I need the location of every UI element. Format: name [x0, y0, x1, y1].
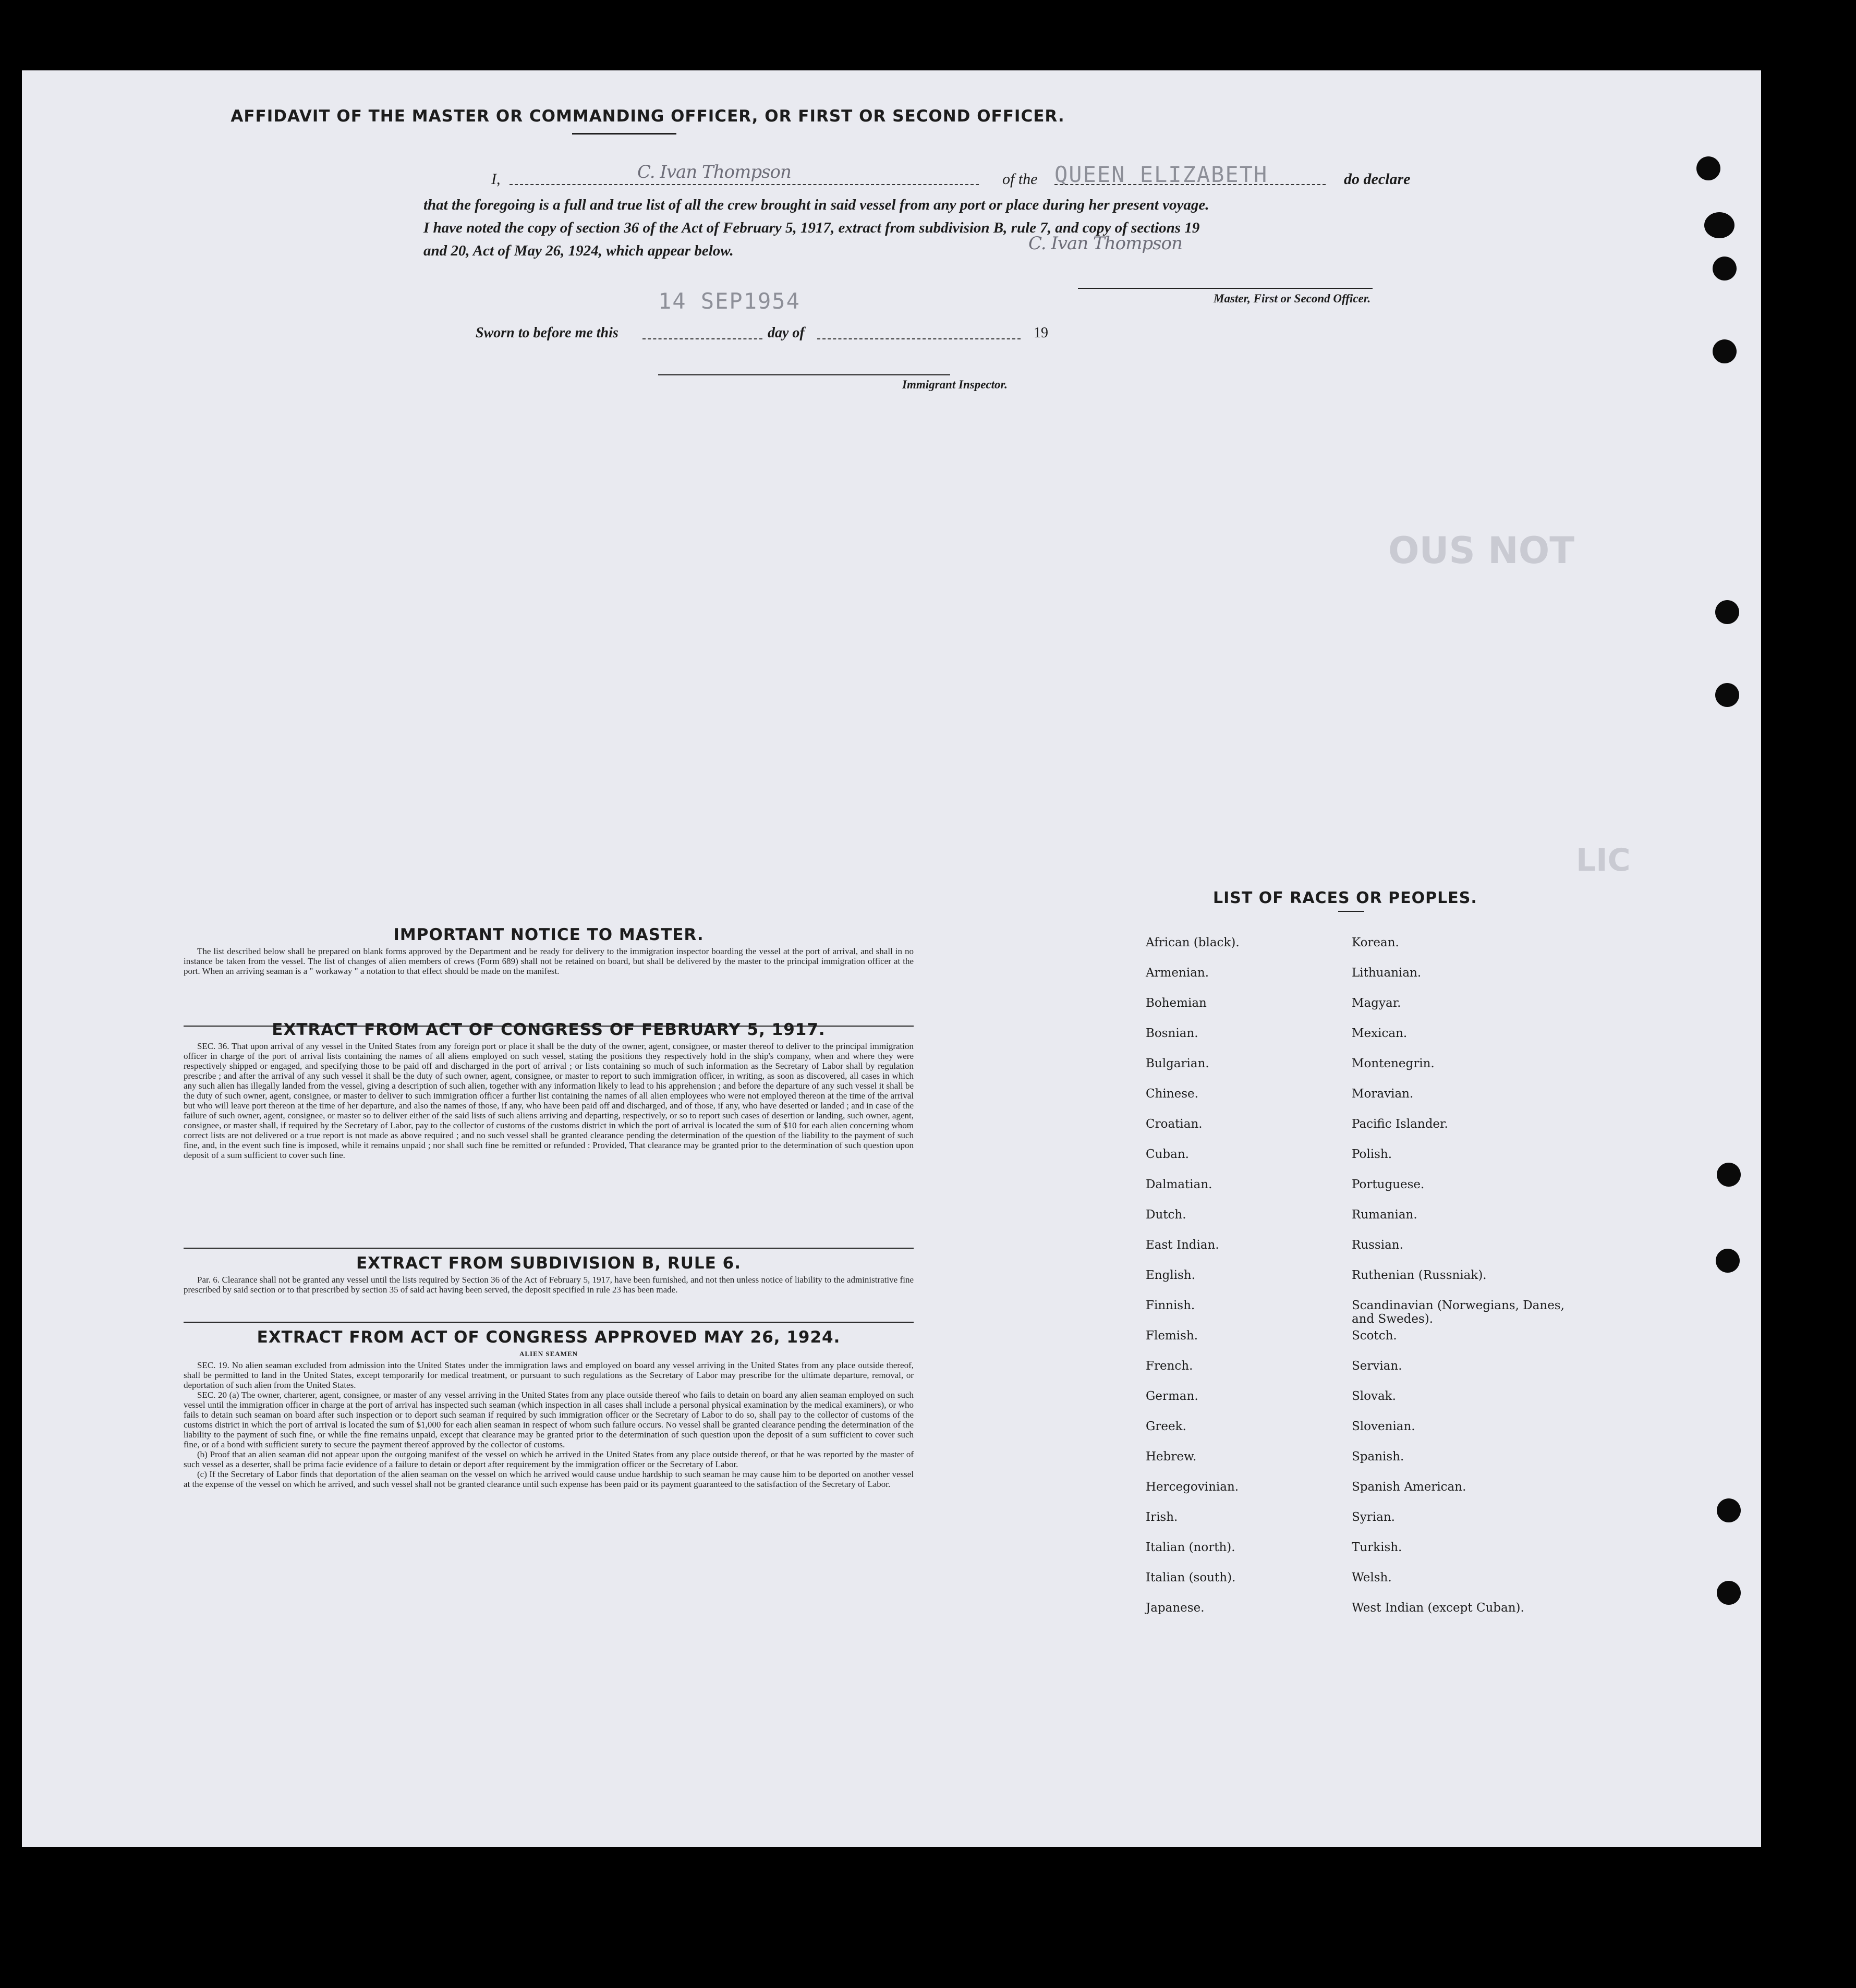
punch-hole — [1696, 156, 1720, 180]
subdivision-b-body — [184, 1275, 914, 1295]
do-declare-label: do declare — [1344, 170, 1411, 188]
punch-hole — [1713, 339, 1737, 363]
name-blank-line — [510, 184, 979, 185]
inspector-signature-line — [658, 374, 950, 375]
race-item: Pacific Islander. — [1352, 1117, 1448, 1131]
sec-20b-paragraph: (b) Proof that an alien seaman did not appear upon the outgoing manifest of the vessel on which he arrived in the United States from any place outside thereof, or that he was reported by the master of such vessel as a deserter, shall be prima facie evidence of a failure to detain or deport after requirement by the immigration officer or the Secretary of Labor. — [184, 1449, 914, 1469]
races-title-underline — [1338, 911, 1364, 912]
race-item: Scandinavian (Norwegians, Danes, and Swedes). — [1352, 1299, 1564, 1326]
race-item: Rumanian. — [1352, 1208, 1417, 1222]
race-item: German. — [1146, 1389, 1198, 1403]
punch-hole — [1717, 1581, 1741, 1605]
race-item: African (black). — [1146, 936, 1240, 949]
race-item: Hebrew. — [1146, 1450, 1197, 1463]
bleed-through-mark: LIC — [1576, 842, 1631, 879]
race-item: Scotch. — [1352, 1329, 1397, 1343]
race-item: Spanish. — [1352, 1450, 1404, 1463]
notice-paragraph: The list described below shall be prepared on blank forms approved by the Department and be ready for delivery to the immigration inspector boarding the vessel at the port of arrival, and shall in no instance be taken from the vessel. The list of changes of alien members of crews (Form 689) shall not be retained on board, but shall be delivered by the master to the principal immigration officer at the port. When an arriving seaman is a " workaway " a notation to that effect should be made on the manifest. — [184, 946, 914, 976]
title-underline — [572, 133, 676, 135]
sec-20a-paragraph: SEC. 20 (a) The owner, charterer, agent, consignee, or master of any vessel arriving in the United States from any place outside thereof who fails to detain on board any alien seaman employed on such vessel until the immigration officer in charge at the port of arrival has inspected such seaman (which inspection in all cases shall include a personal physical examination by the medical examiners), or who fails to detain such seaman on board after such inspection or to deport such seaman if required by such immigration officer or the Secretary of Labor to do so, shall pay to the collector of customs of the customs district in which the port of arrival is located the sum of $1,000 for each alien seaman in respect of whom such failure occurs. No vessel shall be granted clearance pending the determination of the liability to the payment of such fine, or while the fine remains unpaid, except that clearance may be granted prior to the determination of such question upon the deposit of a sum sufficient to cover such fine, or of a bond with sufficient surety to secure the payment thereof approved by the collector of customs. — [184, 1390, 914, 1449]
punch-hole — [1716, 1249, 1740, 1273]
race-item: Finnish. — [1146, 1299, 1195, 1312]
punch-hole — [1715, 683, 1739, 707]
race-item: Portuguese. — [1352, 1178, 1425, 1191]
race-item: Spanish American. — [1352, 1480, 1466, 1494]
race-item: Russian. — [1352, 1238, 1403, 1252]
inspector-label: Immigrant Inspector. — [902, 378, 1008, 391]
extract-1924-body — [184, 1360, 914, 1489]
race-item: Bohemian — [1146, 996, 1207, 1010]
race-item: Moravian. — [1352, 1087, 1414, 1101]
section-divider — [184, 1248, 914, 1249]
punch-hole — [1704, 212, 1734, 238]
race-item: Flemish. — [1146, 1329, 1198, 1343]
race-item: Slovenian. — [1352, 1420, 1415, 1433]
race-item: Irish. — [1146, 1510, 1178, 1524]
extract-1924-title: EXTRACT FROM ACT OF CONGRESS APPROVED MAY 26, 1924. — [257, 1328, 841, 1347]
race-item: English. — [1146, 1269, 1195, 1282]
race-item: Welsh. — [1352, 1571, 1392, 1584]
race-item: Syrian. — [1352, 1510, 1395, 1524]
race-item: Chinese. — [1146, 1087, 1198, 1101]
race-item: Turkish. — [1352, 1541, 1402, 1554]
extract-1917-title: EXTRACT FROM ACT OF CONGRESS OF FEBRUARY 5, 1917. — [272, 1020, 826, 1039]
race-item: Montenegrin. — [1352, 1057, 1435, 1070]
punch-hole — [1713, 257, 1737, 280]
affidavit-line-4: and 20, Act of May 26, 1924, which appear below. — [423, 242, 734, 259]
race-item: Servian. — [1352, 1359, 1402, 1373]
race-item: Greek. — [1146, 1420, 1186, 1433]
sec-36-paragraph: SEC. 36. That upon arrival of any vessel in the United States from any foreign port or place it shall be the duty of the owner, agent, consignee, or master thereof to deliver to the principal immigration officer in charge of the port of arrival lists containing the names of all aliens employed on such vessel, stating the positions they respectively hold in the ship's company, when and where they were respectively shipped or engaged, and specifying those to be paid off and discharged in the port of arrival ; or lists containing so much of such information as the Secretary of Labor shall by regulation prescribe ; and after the arrival of any such vessel it shall be the duty of such owner, agent, consignee, or master to report to such immigration officer, in writing, as soon as discovered, all cases in which any such alien has illegally landed from the vessel, giving a description of such alien, together with any information likely to lead to his apprehension ; and before the departure of any such vessel it shall be the duty of such owner, agent, consignee, or master to deliver to such immigration officer a further list containing the names of all alien employees who were not employed thereon at the time of the arrival but who will leave port thereon at the time of her departure, and also the names of those, if any, who have been paid off and discharged, and of those, if any, who have deserted or landed ; and in case of the failure of such owner, agent, consignee, or master so to deliver either of the said lists of such aliens arriving and departing, respectively, or so to report such cases of desertion or landing, such owner, agent, consignee, or master shall, if required by the Secretary of Labor, pay to the collector of customs of the customs district in which the port of arrival is located the sum of $10 for each alien concerning whom correct lists are not delivered or a true report is not made as above required ; and no such vessel shall be granted clearance pending the determination of the question of the liability to the payment of such fine, and, in the event such fine is imposed, while it remains unpaid ; nor shall such fine be remitted or refunded : Provided, That clearance may be granted prior to the determination of such question upon deposit of a sum sufficient to cover such fine. — [184, 1041, 914, 1160]
master-signature: C. Ivan Thompson — [637, 162, 791, 182]
affidavit-line-3: I have noted the copy of section 36 of the Act of February 5, 1917, extract from subdivision B, rule 7, and copy of sections 19 — [423, 219, 1200, 236]
sworn-label: Sworn to before me this — [476, 325, 618, 341]
section-divider — [184, 1322, 914, 1323]
race-item: Bosnian. — [1146, 1027, 1198, 1040]
race-item: Mexican. — [1352, 1027, 1408, 1040]
notice-title: IMPORTANT NOTICE TO MASTER. — [393, 925, 704, 944]
race-item: Dalmatian. — [1146, 1178, 1212, 1191]
race-item: Cuban. — [1146, 1148, 1189, 1161]
race-item: Hercegovinian. — [1146, 1480, 1239, 1494]
sworn-month-line — [817, 338, 1021, 339]
vessel-name-stamp: QUEEN ELIZABETH — [1054, 162, 1268, 187]
race-item: Dutch. — [1146, 1208, 1186, 1222]
affidavit-title: AFFIDAVIT OF THE MASTER OR COMMANDING OFFICER, OR FIRST OR SECOND OFFICER. — [231, 107, 1065, 126]
race-item: Magyar. — [1352, 996, 1401, 1010]
race-item: West Indian (except Cuban). — [1352, 1601, 1524, 1615]
master-signature-line — [1078, 288, 1373, 289]
race-item: Armenian. — [1146, 966, 1209, 980]
notice-body — [184, 946, 914, 976]
race-item: Polish. — [1352, 1148, 1392, 1161]
race-item: Italian (north). — [1146, 1541, 1235, 1554]
race-item: Lithuanian. — [1352, 966, 1422, 980]
date-stamp: 14 SEP1954 — [658, 288, 800, 314]
race-item: Korean. — [1352, 936, 1399, 949]
race-item: East Indian. — [1146, 1238, 1219, 1252]
year-label: 19 — [1034, 325, 1048, 341]
race-item: Japanese. — [1146, 1601, 1205, 1615]
document-page — [22, 70, 1761, 1847]
par-6-paragraph: Par. 6. Clearance shall not be granted any vessel until the lists required by Section 36 of the Act of February 5, 1917, have been furnished, and not then unless notice of liability to the administrative fine prescribed by said section or to that prescribed by section 35 of said act having been served, the deposit specified in rule 23 has been made. — [184, 1275, 914, 1295]
race-item: Ruthenian (Russniak). — [1352, 1269, 1487, 1282]
race-item: Slovak. — [1352, 1389, 1396, 1403]
race-item: Italian (south). — [1146, 1571, 1236, 1584]
vessel-blank-line — [1054, 184, 1326, 185]
master-label: Master, First or Second Officer. — [1214, 292, 1371, 305]
race-item: Bulgarian. — [1146, 1057, 1209, 1070]
sec-19-paragraph: SEC. 19. No alien seaman excluded from admission into the United States under the immigration laws and employed on board any vessel arriving in the United States from any place outside thereof, shall be permitted to land in the United States, except temporarily for medical treatment, or pursuant to such regulations as the Secretary of Labor may prescribe for the ultimate departure, removal, or deportation of such alien from the United States. — [184, 1360, 914, 1390]
affidavit-i-label: I, — [491, 170, 501, 188]
affidavit-line-2: that the foregoing is a full and true list of all the crew brought in said vessel from any port or place during her present voyage. — [423, 197, 1209, 213]
punch-hole — [1717, 1163, 1741, 1187]
extract-1917-body — [184, 1041, 914, 1160]
alien-seamen-subhead: ALIEN SEAMEN — [519, 1350, 578, 1358]
day-of-label: day of — [768, 325, 805, 341]
bleed-through-mark: OUS NOT — [1388, 529, 1574, 572]
sworn-day-line — [642, 338, 762, 339]
of-the-label: of the — [1002, 170, 1038, 188]
race-item: Croatian. — [1146, 1117, 1203, 1131]
races-title: LIST OF RACES OR PEOPLES. — [1213, 889, 1477, 907]
punch-hole — [1717, 1498, 1741, 1522]
sec-20c-paragraph: (c) If the Secretary of Labor finds that deportation of the alien seaman on the vessel on which he arrived would cause undue hardship to such seaman he may cause him to be deported on another vessel at the expense of the vessel on which he arrived, and such vessel shall not be granted clearance until such expense has been paid or its payment guaranteed to the satisfaction of the Secretary of Labor. — [184, 1469, 914, 1489]
master-signature-2: C. Ivan Thompson — [1028, 233, 1182, 254]
punch-hole — [1715, 600, 1739, 624]
race-item: French. — [1146, 1359, 1193, 1373]
subdivision-b-title: EXTRACT FROM SUBDIVISION B, RULE 6. — [356, 1254, 741, 1273]
